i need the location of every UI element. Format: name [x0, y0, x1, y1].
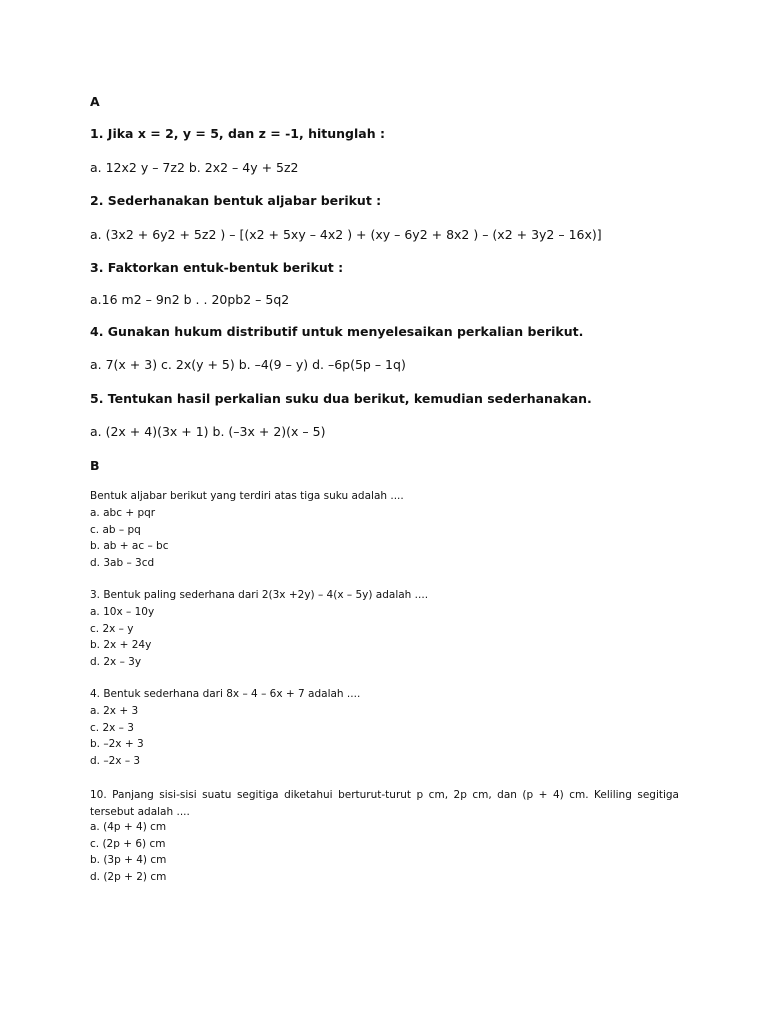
- question-2-items: a. (3x2 + 6y2 + 5z2 ) – [(x2 + 5xy – 4x2 ) + (xy – 6y2 + 8x2 ) – (x2 + 3y2 – 16x)]: [90, 227, 602, 242]
- option-item: a. 10x – 10y: [90, 606, 155, 618]
- option-item: b. (3p + 4) cm: [90, 854, 167, 866]
- option-item: a. (4p + 4) cm: [90, 821, 167, 833]
- option-item: d. (2p + 2) cm: [90, 871, 167, 883]
- question-1-items: a. 12x2 y – 7z2 b. 2x2 – 4y + 5z2: [90, 160, 299, 175]
- question-b4-prompt: 4. Bentuk sederhana dari 8x – 4 – 6x + 7 adalah ....: [90, 688, 361, 700]
- question-b10-prompt: 10. Panjang sisi-sisi suatu segitiga diketahui berturut-turut p cm, 2p cm, dan (p + 4) cm. Keliling segitiga tersebut adalah ....: [90, 789, 679, 818]
- option-item: a. 2x + 3: [90, 705, 139, 717]
- option-item: c. 2x – 3: [90, 722, 134, 734]
- question-1-prompt: 1. Jika x = 2, y = 5, dan z = -1, hitunglah :: [90, 126, 385, 141]
- question-4-prompt: 4. Gunakan hukum distributif untuk menyelesaikan perkalian berikut.: [90, 324, 584, 339]
- section-b-heading: B: [90, 458, 100, 473]
- option-item: c. 2x – y: [90, 623, 134, 635]
- section-a-heading: A: [90, 94, 100, 109]
- option-item: d. 2x – 3y: [90, 656, 142, 668]
- question-2-prompt: 2. Sederhanakan bentuk aljabar berikut :: [90, 193, 382, 208]
- option-item: b. ab + ac – bc: [90, 540, 169, 552]
- option-item: d. –2x – 3: [90, 755, 141, 767]
- question-terms-prompt: Bentuk aljabar berikut yang terdiri atas tiga suku adalah ....: [90, 490, 404, 502]
- option-item: c. (2p + 6) cm: [90, 838, 166, 850]
- question-3-prompt: 3. Faktorkan entuk-bentuk berikut :: [90, 260, 344, 275]
- question-5-items: a. (2x + 4)(3x + 1) b. (–3x + 2)(x – 5): [90, 424, 326, 439]
- question-3-items: a.16 m2 – 9n2 b . . 20pb2 – 5q2: [90, 292, 290, 307]
- question-b3-prompt: 3. Bentuk paling sederhana dari 2(3x +2y) – 4(x – 5y) adalah ....: [90, 589, 429, 601]
- option-item: a. abc + pqr: [90, 507, 156, 519]
- option-item: c. ab – pq: [90, 524, 141, 536]
- option-item: b. 2x + 24y: [90, 639, 152, 651]
- question-4-items: a. 7(x + 3) c. 2x(y + 5) b. –4(9 – y) d. –6p(5p – 1q): [90, 357, 406, 372]
- question-5-prompt: 5. Tentukan hasil perkalian suku dua berikut, kemudian sederhanakan.: [90, 391, 592, 406]
- option-item: b. –2x + 3: [90, 738, 144, 750]
- option-item: d. 3ab – 3cd: [90, 557, 155, 569]
